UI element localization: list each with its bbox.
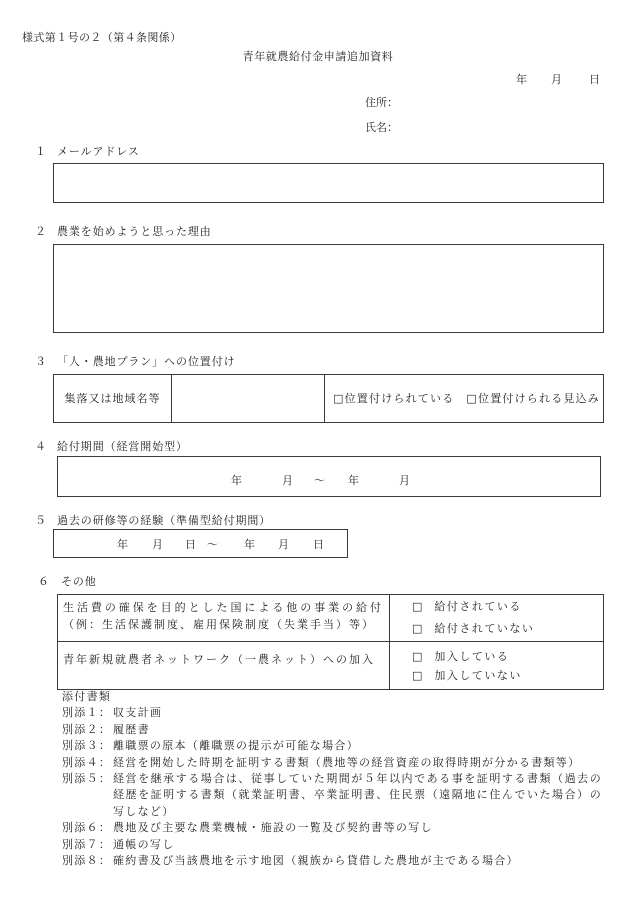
section-label: その他 (61, 575, 97, 588)
section-label: 「人・農地プラン」への位置付け (57, 355, 236, 368)
plan-table (53, 374, 604, 423)
attachment-text: 農地及び主要な農業機械・施設の一覧及び契約書等の写し (113, 821, 433, 835)
area-label: 集落又は地域名等 (64, 391, 161, 405)
table-row (58, 642, 603, 689)
list-item (62, 722, 602, 738)
attachment-label: 別添８： (62, 854, 112, 868)
section-plan-heading (0, 355, 600, 369)
attachment-label: 別添５： (62, 772, 112, 786)
list-item (62, 705, 602, 721)
name-label: 氏名： (365, 121, 398, 134)
section-number: ２ (35, 225, 46, 238)
date-field[interactable] (500, 73, 610, 87)
section-label: 給付期間（経営開始型） (57, 440, 188, 453)
plan-option-positioned[interactable] (333, 392, 454, 406)
date-day-label: 日 (589, 73, 600, 86)
list-item (62, 738, 602, 754)
section-label: 過去の研修等の経験（準備型給付期間） (57, 514, 272, 527)
email-field[interactable] (53, 163, 604, 203)
attachment-text: 経営を継承する場合は、従事していた期間が５年以内である事を証明する書類（過去の経歴を証明する書類（就業証明書、卒業証明書、住民票（遠隔地に住んでいた場合）の写しなど） (113, 772, 602, 818)
list-item (62, 820, 602, 836)
start-month-label: 月 (152, 538, 163, 551)
option-label: 加入していない (434, 668, 522, 682)
end-day-label: 日 (313, 538, 324, 551)
section-label: 農業を始めようと思った理由 (57, 225, 212, 238)
name-field[interactable] (400, 120, 600, 136)
attachment-label: 別添２： (62, 722, 112, 736)
option-not-receiving[interactable] (412, 618, 603, 640)
checkbox[interactable]: □ (412, 668, 423, 682)
end-year-label: 年 (244, 538, 255, 551)
attachment-text: 確約書及び当該農地を示す地図（親族から貸借した農地が主である場合） (113, 854, 519, 868)
area-name-field[interactable] (172, 375, 325, 422)
list-item (62, 755, 602, 771)
option-not-joined[interactable] (412, 666, 603, 685)
address-label: 住所： (365, 96, 398, 109)
checkbox[interactable]: □ (412, 622, 423, 635)
section-number: ４ (35, 440, 46, 453)
attachment-text: 離職票の原本（離職票の提示が可能な場合） (113, 739, 359, 753)
benefit-question: 生活費の確保を目的とした国による他の事業の給付（例：生活保護制度、雇用保険制度（失業手当）等） (58, 595, 390, 641)
attachment-label: 別添３： (62, 739, 112, 753)
attachment-label: 別添７： (62, 837, 112, 851)
section-email-heading (0, 145, 600, 159)
date-month-label: 月 (551, 73, 562, 86)
section-payment-period-heading (0, 440, 600, 454)
checkbox[interactable]: □ (466, 391, 478, 405)
option-receiving[interactable] (412, 596, 603, 618)
section-number: １ (35, 145, 46, 158)
reason-field[interactable] (53, 244, 604, 333)
option-label: 位置付けられる見込み (478, 391, 600, 405)
form-number: 様式第１号の２（第４条関係） (22, 31, 182, 44)
section-reason-heading (0, 225, 600, 239)
section-other-heading (0, 575, 600, 589)
list-item (62, 853, 602, 869)
area-label-cell (54, 375, 172, 422)
start-year-label: 年 (231, 474, 242, 487)
section-number: ６ (38, 575, 49, 588)
checkbox[interactable]: □ (412, 649, 423, 663)
table-row (58, 595, 603, 642)
other-table (57, 594, 604, 690)
attachment-text: 通帳の写し (113, 837, 175, 851)
section-label: メールアドレス (57, 145, 140, 158)
attachments-heading: 添付書類 (62, 690, 112, 703)
checkbox[interactable]: □ (333, 391, 345, 405)
start-month-label: 月 (282, 474, 293, 487)
start-day-label: 日 (185, 538, 196, 551)
end-year-label: 年 (348, 474, 359, 487)
network-options (390, 642, 603, 689)
attachment-label: 別添１： (62, 706, 112, 720)
attachment-label: 別添４： (62, 755, 112, 769)
section-number: ５ (35, 514, 46, 527)
start-year-label: 年 (117, 538, 128, 551)
option-label: 給付されている (434, 600, 522, 613)
list-item (62, 837, 602, 853)
section-training-heading (0, 514, 600, 528)
plan-status-cell (325, 375, 603, 422)
option-label: 加入している (434, 649, 510, 663)
attachment-text: 経営を開始した時期を証明する書類（農地等の経営資産の取得時期が分かる書類等） (113, 755, 581, 769)
network-question: 青年新規就農者ネットワーク（一農ネット）への加入 (58, 642, 390, 689)
list-item (62, 771, 602, 820)
training-period-field[interactable] (53, 529, 348, 558)
option-joined[interactable] (412, 647, 603, 666)
page-title: 青年就農給付金申請追加資料 (242, 50, 394, 63)
attachment-text: 履歴書 (113, 722, 150, 736)
benefit-options (390, 595, 603, 641)
checkbox[interactable]: □ (412, 600, 423, 613)
option-label: 位置付けられている (344, 391, 455, 405)
plan-option-expected[interactable] (466, 392, 600, 406)
option-label: 給付されていない (434, 622, 535, 635)
period-separator: 〜 (207, 538, 218, 551)
attachment-label: 別添６： (62, 821, 112, 835)
period-separator: 〜 (314, 474, 325, 487)
payment-period-field[interactable] (57, 456, 601, 497)
end-month-label: 月 (399, 474, 410, 487)
address-field[interactable] (400, 95, 600, 111)
attachment-text: 収支計画 (113, 706, 163, 720)
end-month-label: 月 (278, 538, 289, 551)
date-year-label: 年 (516, 73, 527, 86)
attachments-list (62, 689, 602, 869)
section-number: ３ (35, 355, 46, 368)
